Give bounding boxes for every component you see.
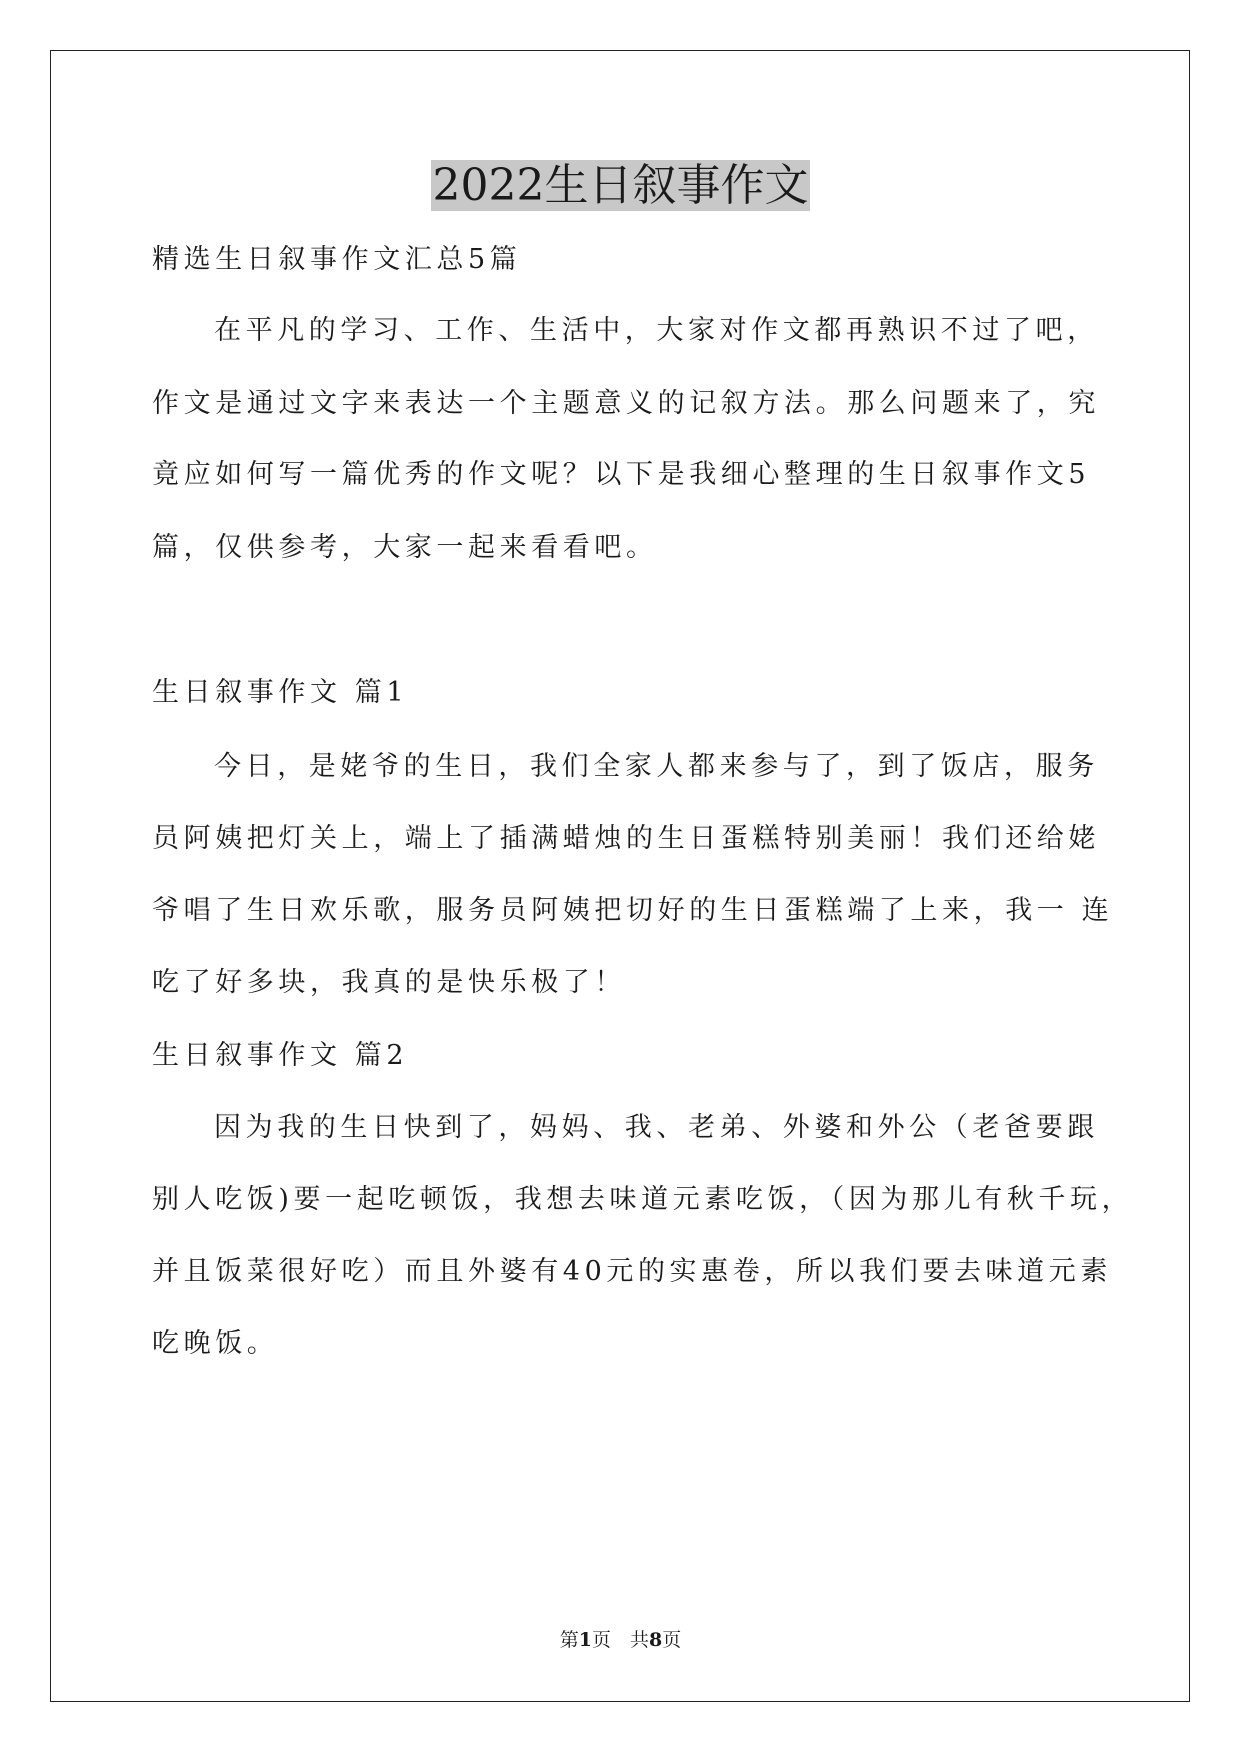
title-text: 2022生日叙事作文 — [432, 160, 809, 211]
section-2-line-1: 因为我的生日快到了，妈妈、我、老弟、外婆和外公（老爸要跟 — [214, 1112, 1099, 1143]
section-2-line-2: 别人吃饭)要一起吃顿饭，我想去味道元素吃饭，（因为那儿有秋千玩， — [152, 1184, 1134, 1215]
section-heading-2: 生日叙事作文 篇2 — [152, 1040, 409, 1071]
intro-line-3: 竟应如何写一篇优秀的作文呢？以下是我细心整理的生日叙事作文5 — [152, 459, 1091, 490]
intro-line-2: 作文是通过文字来表达一个主题意义的记叙方法。那么问题来了，究 — [152, 388, 1100, 419]
page-mid: 页 共 — [591, 1629, 649, 1651]
section-1-line-1: 今日，是姥爷的生日，我们全家人都来参与了，到了饭店，服务 — [214, 751, 1099, 782]
document-title — [0, 158, 1241, 214]
document-subtitle: 精选生日叙事作文汇总5篇 — [152, 244, 522, 275]
section-1-line-3: 爷唱了生日欢乐歌，服务员阿姨把切好的生日蛋糕端了上来，我一 连 — [152, 895, 1114, 926]
section-1-line-4: 吃了好多块，我真的是快乐极了！ — [152, 967, 626, 998]
section-1-line-2: 员阿姨把灯关上，端上了插满蜡烛的生日蛋糕特别美丽！我们还给姥 — [152, 823, 1100, 854]
page-suffix: 页 — [662, 1629, 682, 1651]
page-border — [50, 50, 1190, 1702]
page-number-footer — [0, 1628, 1241, 1652]
current-page-number: 1 — [578, 1629, 592, 1651]
section-2-line-3: 并且饭菜很好吃）而且外婆有40元的实惠卷，所以我们要去味道元素 — [152, 1256, 1112, 1287]
section-heading-1: 生日叙事作文 篇1 — [152, 677, 409, 708]
section-2-line-4: 吃晚饭。 — [152, 1328, 279, 1359]
total-page-number: 8 — [649, 1629, 663, 1651]
page-prefix: 第 — [559, 1629, 579, 1651]
intro-line-1: 在平凡的学习、工作、生活中，大家对作文都再熟识不过了吧， — [214, 315, 1099, 346]
intro-line-4: 篇，仅供参考，大家一起来看看吧。 — [152, 532, 658, 563]
